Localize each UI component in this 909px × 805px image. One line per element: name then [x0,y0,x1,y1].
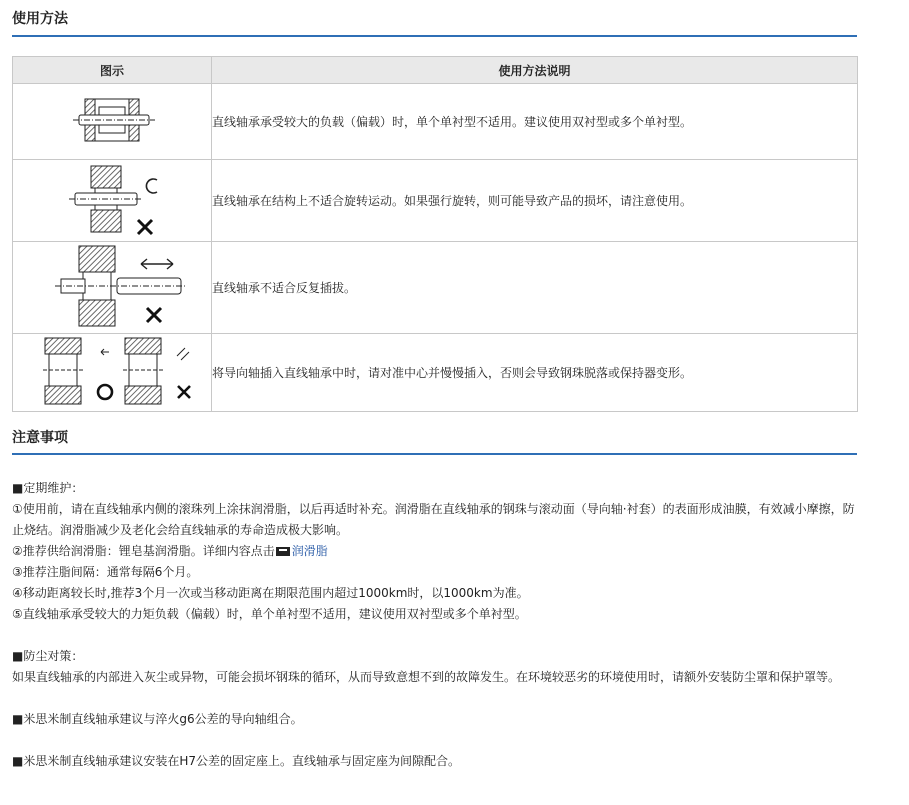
table-row [13,84,858,160]
notes-section-title: 注意事项 [12,430,68,446]
description-column-header: 使用方法说明 [212,57,858,84]
figure-cell [13,160,212,242]
shaft-alignment-ok-ng-diagram [17,334,207,408]
description-cell: 直线轴承承受较大的负载（偏载）时，单个单衬型不适用。建议使用双衬型或多个单衬型。 [212,84,858,160]
description-cell: 直线轴承不适合反复插拔。 [212,242,858,334]
figure-cell [13,84,212,160]
description-cell: 将导向轴插入直线轴承中时，请对准中心并慢慢插入，否则会导致钢珠脱落或保持器变形。 [212,334,858,412]
table-row [13,242,858,334]
maintenance-item-2-text: ②推荐供给润滑脂：锂皂基润滑脂。详细内容点击 [12,544,275,558]
link-icon[interactable] [276,547,290,556]
figure-column-header: 图示 [13,57,212,84]
maintenance-item-5: ⑤直线轴承承受较大的力矩负载（偏载）时，单个单衬型不适用，建议使用双衬型或多个单衬型。 [12,607,527,621]
bearing-double-liner-diagram [17,85,207,155]
maintenance-heading: ■定期维护： [12,481,84,495]
table-row [13,160,858,242]
description-cell: 直线轴承在结构上不适合旋转运动。如果强行旋转，则可能导致产品的损坏，请注意使用。 [212,160,858,242]
maintenance-item-4: ④移动距离较长时,推荐3个月一次或当移动距离在期限范围内超过1000km时，以1000km为准。 [12,586,529,600]
usage-table [12,56,858,412]
maintenance-item-2 [12,541,862,562]
usage-title-divider [12,35,857,37]
figure-cell [13,334,212,412]
bearing-rotation-prohibited-diagram [17,160,207,238]
shaft-note: ■米思米制直线轴承建议与淬火g6公差的导向轴组合。 [12,712,303,726]
notes-body [12,478,862,772]
dust-text: 如果直线轴承的内部进入灰尘或异物，可能会损坏钢珠的循环，从而导致意想不到的故障发生。在环境较恶劣的环境使用时，请额外安装防尘罩和保护罩等。 [12,670,841,684]
figure-cell [13,242,212,334]
maintenance-item-1: ①使用前，请在直线轴承内侧的滚珠列上涂抹润滑脂，以后再适时补充。润滑脂在直线轴承的钢珠与滚动面（导向轴·衬套）的表面形成油膜，有效减小摩擦，防止烧结。润滑脂减少及老化会给直线轴承的寿命造成极大影响。 [12,502,855,537]
usage-table-header [13,57,858,84]
maintenance-item-3: ③推荐注脂间隔：通常每隔6个月。 [12,565,199,579]
mount-note: ■米思米制直线轴承建议安装在H7公差的固定座上。直线轴承与固定座为间隙配合。 [12,754,460,768]
usage-section-title: 使用方法 [12,11,68,27]
bearing-repeated-insertion-prohibited-diagram [17,242,207,330]
table-row [13,334,858,412]
dust-heading: ■防尘对策： [12,649,84,663]
grease-link[interactable]: 润滑脂 [291,544,328,558]
notes-title-divider [12,453,857,455]
